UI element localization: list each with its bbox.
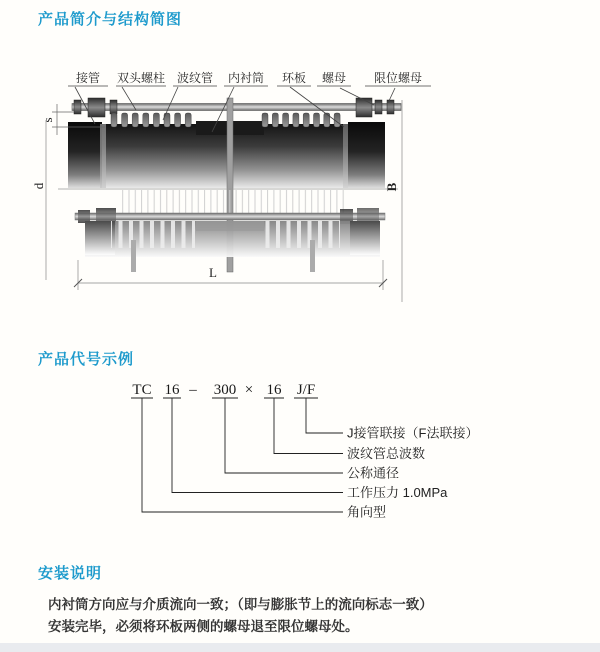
- dim-label-s: s: [40, 117, 55, 123]
- expansion-joint-structure-diagram: [0, 60, 480, 312]
- callout-connection: J接管联接（F法联接）: [347, 425, 479, 441]
- joint-body-lower-mirror: [85, 221, 380, 257]
- section-title-product-intro: 产品简介与结构简图: [38, 11, 183, 28]
- code-token-type: TC: [132, 382, 152, 398]
- joint-body-upper: [68, 121, 385, 188]
- dim-label-d: d: [31, 182, 46, 190]
- part-label-limit-nut: 限位螺母: [373, 71, 423, 85]
- code-token-pressure: 16: [164, 382, 180, 398]
- part-label-ring-plate: 环板: [281, 71, 307, 85]
- callout-angular-type: 角向型: [347, 504, 387, 520]
- section-title-installation: 安装说明: [38, 565, 103, 582]
- code-token-diameter: 300: [213, 382, 237, 398]
- code-token-connection: J/F: [296, 382, 316, 398]
- callout-nominal-diameter: 公称通径: [347, 465, 400, 481]
- code-token-waves: 16: [266, 382, 282, 398]
- stud-leg-left: [131, 240, 136, 272]
- reflection-stripes: [120, 190, 346, 213]
- tie-rod-top: [72, 98, 401, 117]
- section-title-product-code: 产品代号示例: [38, 351, 135, 368]
- nut-left-inner: [110, 100, 117, 114]
- footer-strip: [0, 643, 600, 652]
- stud-block-right: [356, 98, 372, 117]
- pipe-end-right: [348, 122, 385, 188]
- part-label-double-stud: 双头螺柱: [116, 71, 166, 85]
- part-label-inner-liner: 内衬筒: [227, 71, 265, 85]
- callout-working-pressure: 工作压力 1.0MPa: [347, 485, 448, 500]
- installation-line-2: 安装完毕，必须将环板两侧的螺母退至限位螺母处。: [48, 619, 359, 634]
- part-label-nut: 螺母: [321, 71, 347, 85]
- installation-line-1: 内衬筒方向应与介质流向一致；（即与膨胀节上的流向标志一致）: [48, 597, 433, 612]
- code-token-dash: –: [189, 382, 197, 398]
- nut-left-outer: [74, 100, 81, 114]
- stud-block-left: [88, 98, 105, 117]
- pipe-end-left: [68, 122, 102, 188]
- callout-wave-count: 波纹管总波数: [347, 446, 426, 461]
- nut-right-inner: [375, 100, 382, 114]
- installation-instructions: [48, 594, 433, 638]
- code-callout-lines: [142, 399, 343, 513]
- dim-label-B: B: [384, 182, 399, 192]
- part-label-bellows: 波纹管: [176, 71, 214, 85]
- part-label-pipe: 接管: [75, 71, 101, 85]
- stud-leg-right: [310, 240, 315, 272]
- dim-label-L: L: [209, 265, 217, 280]
- code-token-times: ×: [244, 382, 254, 398]
- product-code-example-diagram: [0, 370, 600, 528]
